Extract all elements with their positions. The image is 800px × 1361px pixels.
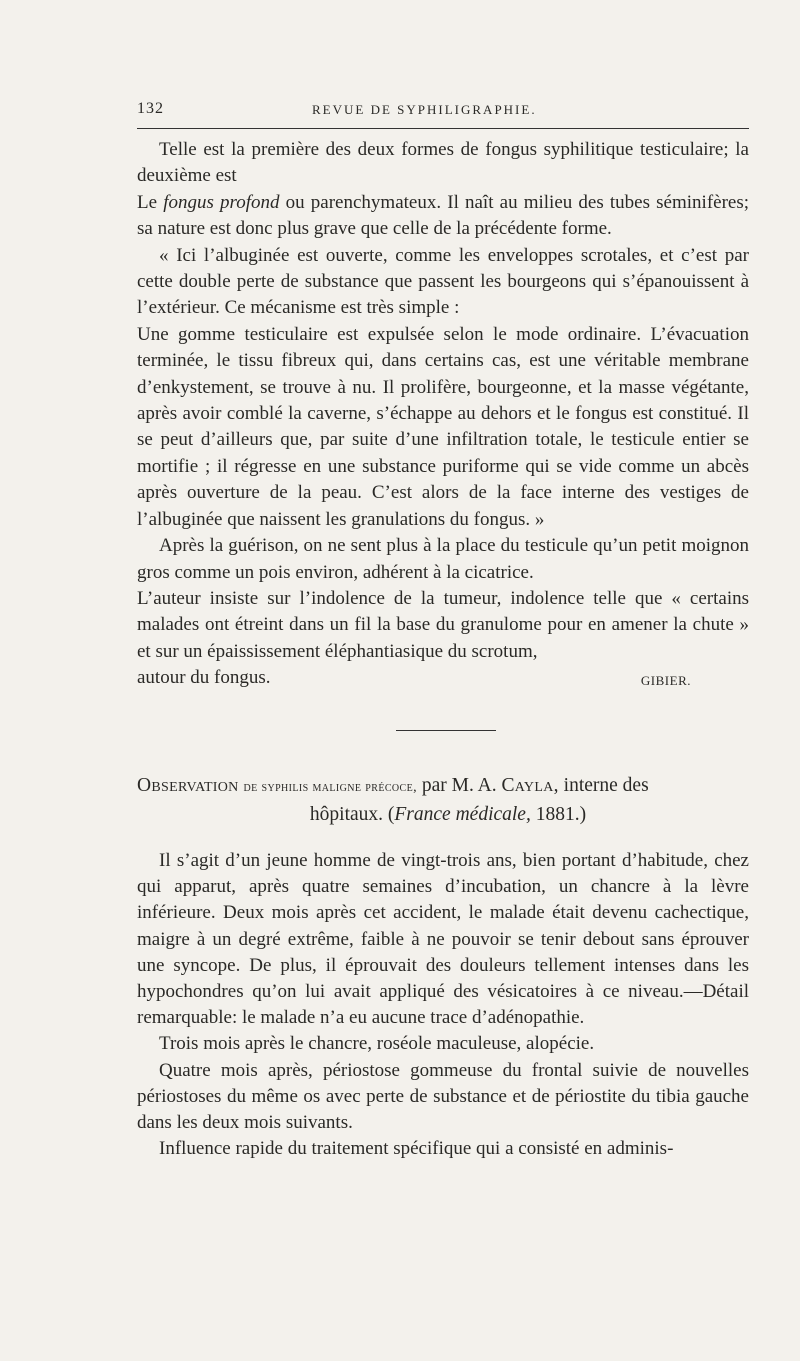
author-signature: GIBIER. bbox=[640, 673, 691, 689]
journal-name: France médicale, bbox=[394, 804, 531, 825]
running-title: REVUE DE SYPHILIGRAPHIE. bbox=[312, 102, 537, 117]
paragraph: Une gomme testiculaire est expulsée selon le mode ordinaire. L’évacuation terminée, le tissu fibreux qui, dans certains cas, est une véritable membrane d’enkystement, se trouve à nu. Il prolifère, bourgeonne, et la masse végétante, après avoir comblé la caverne, s’échappe au dehors et le fongus est constitué. Il se peut d’ailleurs que, par suite d’une infiltration totale, le testicule entier se mortifie ; il régresse en une substance puriforme qui se vide comme un abcès après ouverture de la peau. C’est alors de la face interne des vestiges de l’albuginée que naissent les granulations du fongus. » bbox=[137, 323, 749, 530]
paragraph: L’auteur insiste sur l’indolence de la tumeur, indolence telle que « certains malades ont étreint dans un fil la base du granulome pour en amener la chute » et sur un épaississement éléphantiasique du scrotum, bbox=[137, 587, 749, 662]
page-number: 132 bbox=[137, 100, 164, 117]
emphasis: fongus profond bbox=[163, 191, 280, 213]
paragraph: Telle est la première des deux formes de fongus syphilitique testiculaire; la deuxième est bbox=[137, 139, 749, 187]
header-rule bbox=[137, 128, 749, 129]
paragraph: « Ici l’albuginée est ouverte, comme les enveloppes scrotales, et c’est par cette double perte de substance que passent les bourgeons qui s’épanouissent à l’extérieur. Ce mécanisme est très simple : bbox=[137, 244, 749, 319]
paragraph: Influence rapide du traitement spécifique qui a consisté en adminis- bbox=[159, 1138, 674, 1160]
paragraph: Quatre mois après, périostose gommeuse du frontal suivie de nouvelles périostoses du même os avec perte de substance et de périostite du tibia gauche dans les deux mois suivants. bbox=[137, 1059, 749, 1134]
paragraph: Le fongus profond ou parenchymateux. Il naît au milieu des tubes séminifères; sa nature est donc plus grave que celle de la précédente forme. bbox=[137, 191, 750, 240]
page-header bbox=[137, 100, 749, 126]
article-observation bbox=[137, 848, 749, 1162]
paragraph: Il s’agit d’un jeune homme de vingt-trois ans, bien portant d’habitude, chez qui apparut, après quatre semaines d’incubation, un chancre à la lèvre inférieure. Deux mois après cet accident, le malade était devenu cachectique, maigre à un degré extrême, faible à ne pouvoir se tenir debout sans éprouver une syncope. De plus, il éprouvait des douleurs tellement intenses dans les hypochondres qu’on lui avait appliqué des vésicatoires à ce niveau.—Détail remarquable: le malade n’a eu aucune trace d’adénopathie. bbox=[137, 850, 749, 1029]
paragraph: Trois mois après le chancre, roséole maculeuse, alopécie. bbox=[159, 1033, 595, 1055]
article-fongus bbox=[137, 137, 749, 692]
article-title: Observation de syphilis maligne précoce, par M. A. Cayla, interne des hôpitaux. (France médicale, 1881.) bbox=[137, 775, 649, 825]
section-separator bbox=[396, 730, 496, 731]
paragraph-end: autour du fongus. GIBIER. bbox=[137, 665, 749, 691]
paragraph: Après la guérison, on ne sent plus à la place du testicule qu’un petit moignon gros comme un pois environ, adhérent à la cicatrice. bbox=[137, 535, 749, 583]
